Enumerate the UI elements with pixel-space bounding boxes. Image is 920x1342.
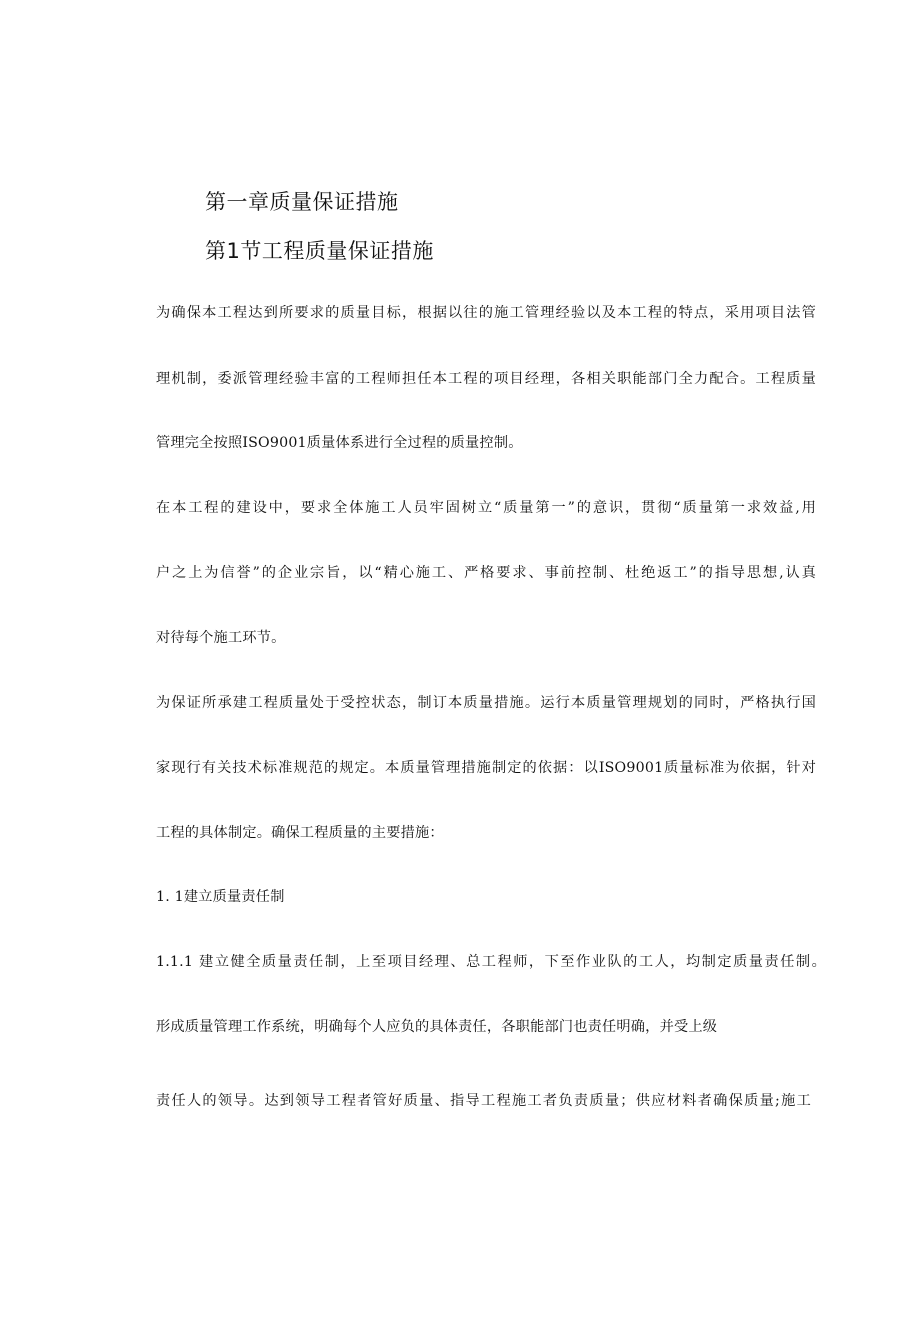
paragraph-line: 在本工程的建设中，要求全体施工人员牢固树立“质量第一”的意识，贯彻“质量第一求效益,用 [156,500,816,516]
paragraph-line: 责任人的领导。达到领导工程者管好质量、指导工程施工者负责质量；供应材料者确保质量;施工 [156,1093,811,1109]
paragraph-line: 形成质量管理工作系统，明确每个人应负的具体责任，各职能部门也责任明确，并受上级 [156,1019,718,1035]
paragraph-line: 户之上为信誉”的企业宗旨，以“精心施工、严格要求、事前控制、杜绝返工”的指导思想,认真 [156,565,816,581]
chapter-title: 第一章质量保证措施 [205,190,399,214]
section-title: 第1节工程质量保证措施 [205,239,434,263]
paragraph-line: 对待每个施工环节。 [156,630,286,646]
paragraph-line: 家现行有关技术标准规范的规定。本质量管理措施制定的依据：以ISO9001质量标准为依据，针对 [156,760,816,776]
paragraph-line: 工程的具体制定。确保工程质量的主要措施： [156,825,444,841]
subsection-heading: 1. 1建立质量责任制 [156,889,285,905]
paragraph-line: 管理完全按照ISO9001质量体系进行全过程的质量控制。 [156,435,523,451]
paragraph-line: 为确保本工程达到所要求的质量目标，根据以往的施工管理经验以及本工程的特点，采用项目法管 [156,305,816,321]
paragraph-line: 1.1.1 建立健全质量责任制，上至项目经理、总工程师，下至作业队的工人，均制定质量责任制。 [156,954,826,970]
paragraph-line: 为保证所承建工程质量处于受控状态，制订本质量措施。运行本质量管理规划的同时，严格执行国 [156,695,816,711]
paragraph-line: 理机制，委派管理经验丰富的工程师担任本工程的项目经理，各相关职能部门全力配合。工程质量 [156,371,816,387]
